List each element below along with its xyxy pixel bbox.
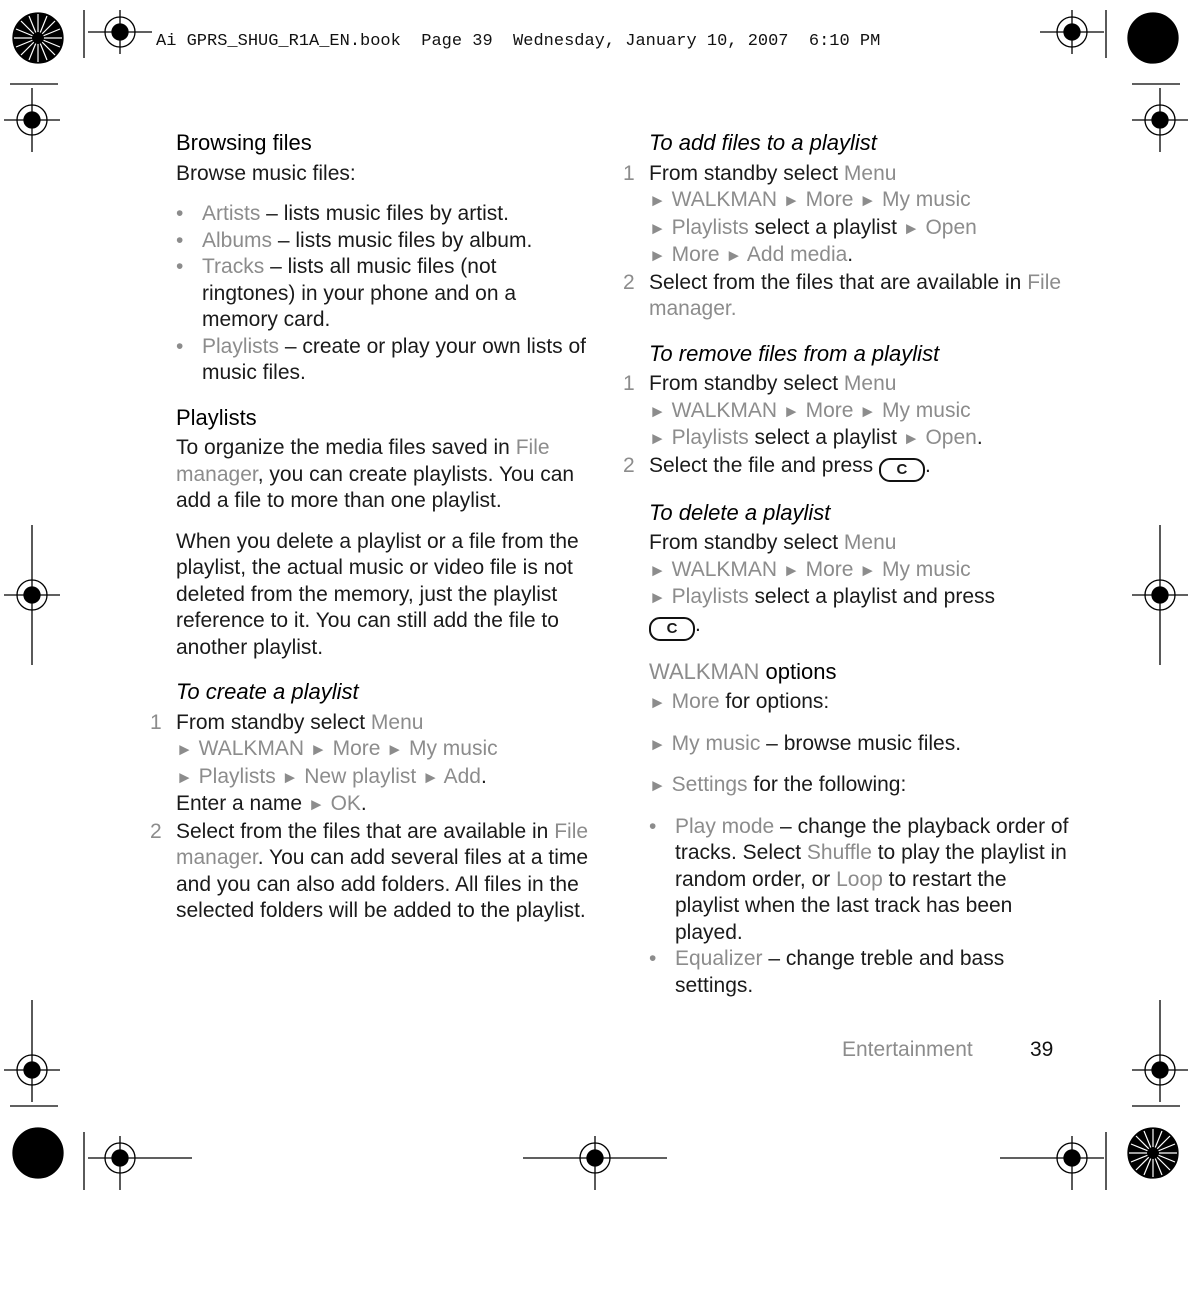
registration-mark-left-mid bbox=[4, 525, 60, 665]
c-key-icon: C bbox=[879, 458, 925, 482]
list-item: • Play mode – change the playback order of tracks. Select Shuffle to play the playlist in random order, or Loop to restart the playlist when the last track has been played. bbox=[623, 814, 1073, 947]
c-key-icon: C bbox=[649, 617, 695, 641]
registration-mark-left-bottom bbox=[4, 1000, 60, 1102]
page-footer bbox=[842, 1038, 1054, 1062]
option-my-music: ► My music – browse music files. bbox=[649, 731, 962, 755]
list-item: • Equalizer – change treble and bass settings. bbox=[623, 946, 1073, 999]
settings-list bbox=[623, 814, 1073, 1000]
section-name: Entertainment bbox=[842, 1038, 973, 1061]
crop-header-text: Ai GPRS_SHUG_R1A_EN.book Page 39 Wednesday, January 10, 2007 6:10 PM bbox=[156, 32, 881, 51]
browse-list bbox=[150, 201, 590, 387]
right-column bbox=[623, 130, 1073, 999]
step-item: 1 From standby select Menu ► WALKMAN ► More ► My music ► Playlists select a playlist ► Open. bbox=[623, 372, 983, 449]
remove-files-heading: To remove files from a playlist bbox=[649, 340, 940, 366]
registration-mark-right-top bbox=[1132, 88, 1188, 152]
delete-playlist-instructions: From standby select Menu ► WALKMAN ► More ► My music ► Playlists select a playlist and press C . bbox=[649, 530, 1073, 641]
create-playlist-steps bbox=[150, 710, 590, 925]
option-settings: ► Settings for the following: bbox=[649, 773, 907, 796]
walkman-options-heading: WALKMAN options bbox=[649, 658, 837, 684]
remove-files-steps bbox=[623, 371, 1073, 482]
step-item: 1 From standby select Menu ► WALKMAN ► More ► My music ► Playlists ► New playlist ► Add. Enter a name ► OK. bbox=[150, 710, 498, 815]
list-item: • Albums – lists music files by album. bbox=[150, 228, 590, 255]
delete-playlist-heading: To delete a playlist bbox=[649, 499, 831, 525]
page-number: 39 bbox=[1030, 1038, 1054, 1061]
sunburst-mark-top-left bbox=[13, 13, 63, 63]
playlists-heading: Playlists bbox=[176, 404, 257, 430]
registration-mark-bottom-a bbox=[88, 1136, 192, 1190]
add-files-steps bbox=[623, 161, 1073, 323]
step-item: 2 Select the file and press C . bbox=[623, 453, 1073, 482]
registration-mark-right-bottom bbox=[1132, 1000, 1188, 1102]
solid-circle-mark-top-right bbox=[1128, 13, 1178, 63]
list-item: • Tracks – lists all music files (not ringtones) in your phone and on a memory card. bbox=[150, 254, 590, 334]
option-more: ► More for options: bbox=[649, 690, 830, 713]
registration-mark-top-a bbox=[88, 10, 152, 54]
step-item: 1 From standby select Menu ► WALKMAN ► More ► My music ► Playlists select a playlist ► Open ► More ► Add media. bbox=[623, 161, 977, 266]
step-item: 2 Select from the files that are available in File manager. bbox=[623, 270, 1062, 320]
browsing-files-heading: Browsing files bbox=[176, 130, 312, 155]
registration-mark-bottom-b bbox=[1000, 1136, 1104, 1190]
list-item: • Playlists – create or play your own lists of music files. bbox=[150, 334, 590, 387]
registration-mark-top-b bbox=[1040, 10, 1104, 54]
left-column bbox=[150, 130, 590, 925]
sunburst-mark-bottom-right bbox=[1128, 1128, 1178, 1178]
add-files-heading: To add files to a playlist bbox=[649, 130, 877, 155]
playlists-paragraph-2: When you delete a playlist or a file from the playlist, the actual music or video file is not deleted from the memory, just the playlist reference to it. You can still add the file to another playlist. bbox=[176, 529, 579, 659]
list-item: • Artists – lists music files by artist. bbox=[150, 201, 590, 228]
solid-circle-mark-bottom-left bbox=[13, 1128, 63, 1178]
create-playlist-heading: To create a playlist bbox=[176, 679, 359, 704]
browsing-intro: Browse music files: bbox=[176, 161, 356, 185]
step-item: 2 Select from the files that are available in File manager. You can add several files at a time and you can also add folders. All files in the selected folders will be added to the playlist. bbox=[150, 819, 589, 922]
registration-mark-left-top bbox=[4, 88, 60, 152]
playlists-paragraph-1: To organize the media files saved in File manager, you can create playlists. You can add a file to more than one playlist. bbox=[176, 436, 575, 512]
registration-mark-bottom-center bbox=[523, 1136, 667, 1190]
registration-mark-right-mid bbox=[1132, 525, 1188, 665]
